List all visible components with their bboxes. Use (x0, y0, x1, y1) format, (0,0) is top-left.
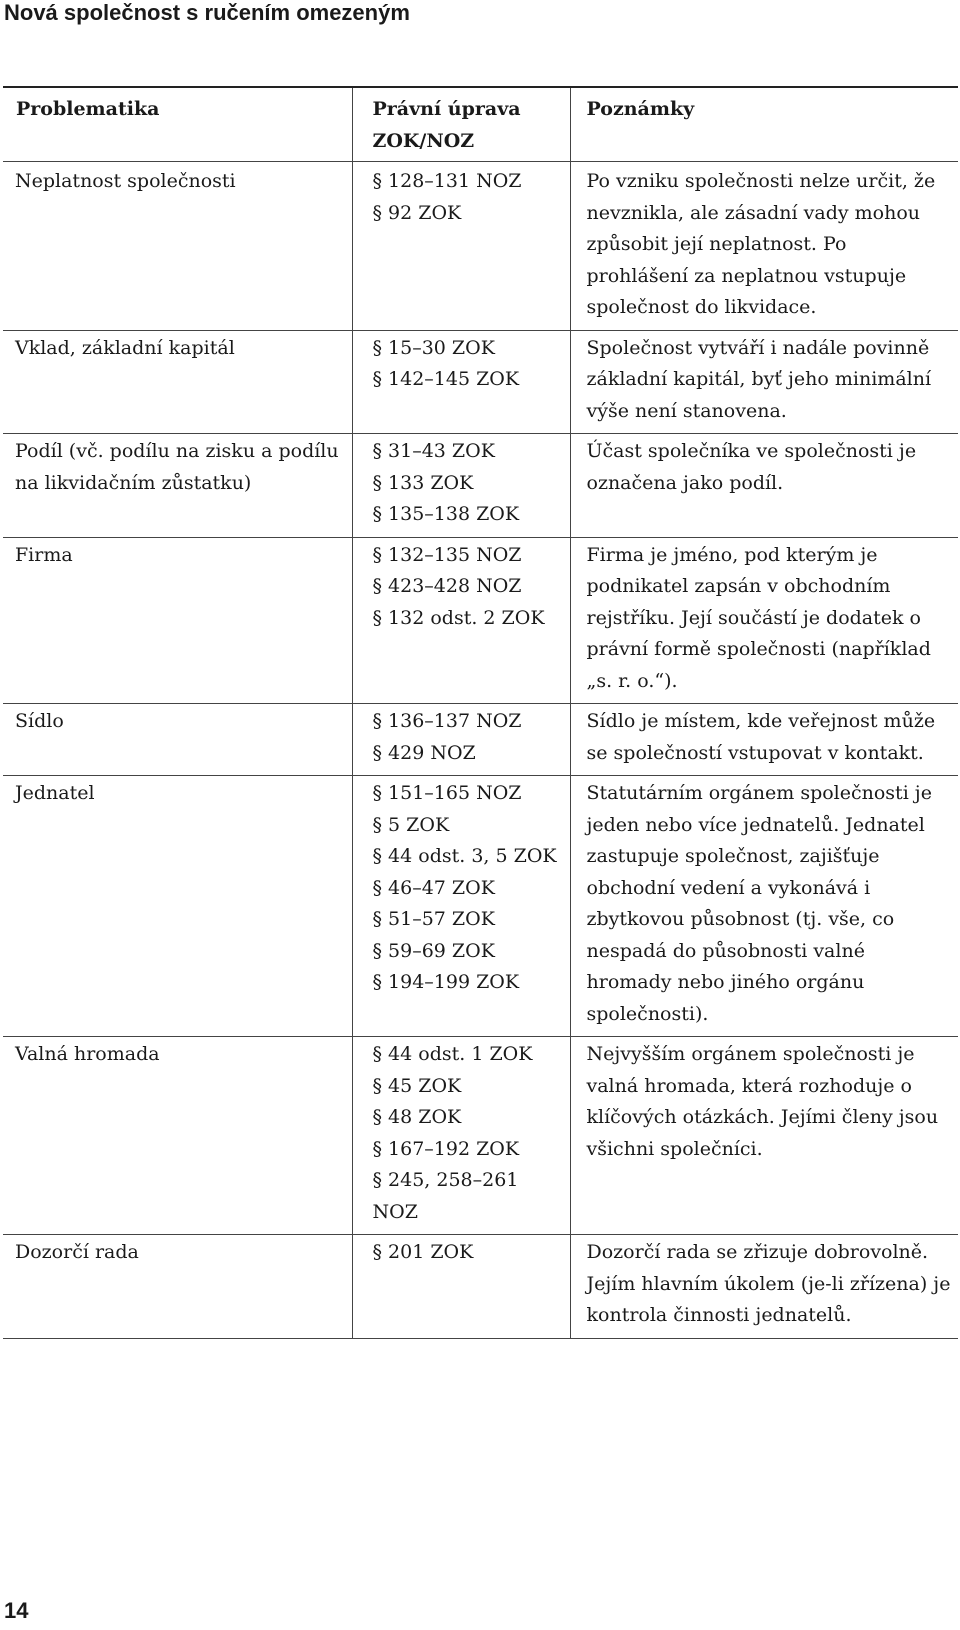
row-note: Po vzniku společnosti nelze určit, že nevznikla, ale zásadní vady mohou způsobit její neplatnost. Po prohlášení za neplatnou vstupuje společnost do likvidace. (570, 162, 958, 331)
legal-reference: § 48 ZOK (372, 1106, 462, 1128)
row-topic: Sídlo (15, 710, 64, 732)
legal-reference: § 151–165 NOZ (372, 782, 522, 804)
table-row (3, 1235, 958, 1339)
legal-reference: § 167–192 ZOK (372, 1137, 520, 1160)
table-row (3, 776, 958, 1037)
row-legal-references (352, 330, 570, 434)
row-legal-references (352, 1235, 570, 1339)
row-note: Sídlo je místem, kde veřejnost může se společností vstupovat v kontakt. (570, 704, 958, 776)
row-note: Účast společníka ve společnosti je označena jako podíl. (570, 434, 958, 538)
legal-reference: § 15–30 ZOK (372, 336, 495, 359)
legal-reference: § 201 ZOK (372, 1241, 474, 1263)
row-legal-references (352, 1037, 570, 1235)
row-legal-references (352, 434, 570, 538)
page-number: 14 (4, 1598, 29, 1623)
legal-reference: § 423–428 NOZ (372, 575, 522, 597)
row-topic: Dozorčí rada (15, 1241, 139, 1263)
column-header-problematika: Problematika (16, 98, 160, 120)
legal-reference: § 132 odst. 2 ZOK (372, 606, 545, 629)
legal-reference: § 128–131 NOZ (372, 170, 522, 192)
legal-reference: § 132–135 NOZ (372, 543, 522, 566)
table-row (3, 704, 958, 776)
row-topic: Vklad, základní kapitál (15, 336, 235, 359)
row-legal-references (352, 162, 570, 331)
row-topic: Firma (15, 543, 73, 566)
table-row (3, 1037, 958, 1235)
legal-reference: § 133 ZOK (372, 471, 474, 494)
table-row (3, 162, 958, 331)
legal-reference: § 135–138 ZOK (372, 503, 520, 525)
row-topic: Valná hromada (15, 1043, 160, 1065)
row-topic: Jednatel (15, 782, 95, 804)
legal-reference: § 5 ZOK (372, 813, 450, 836)
legal-reference: § 59–69 ZOK (372, 939, 495, 962)
row-legal-references (352, 537, 570, 704)
legal-reference: § 194–199 ZOK (372, 971, 520, 993)
row-note: Dozorčí rada se zřizuje dobrovolně. Jejím hlavním úkolem (je-li zřízena) je kontrola činnosti jednatelů. (570, 1235, 958, 1339)
column-header-pravni-uprava: Právní úprava ZOK/NOZ (372, 98, 521, 152)
legal-reference: § 245, 258–261 NOZ (372, 1169, 519, 1223)
row-legal-references (352, 776, 570, 1037)
row-legal-references (352, 704, 570, 776)
table-row (3, 537, 958, 704)
table-row (3, 434, 958, 538)
legal-reference: § 429 NOZ (372, 741, 476, 764)
legal-reference: § 44 odst. 1 ZOK (372, 1043, 533, 1065)
row-note: Firma je jméno, pod kterým je podnikatel zapsán v obchodním rejstříku. Její součástí je dodatek o právní formě společnosti (například „s. r. o.“). (570, 537, 958, 704)
row-note: Statutárním orgánem společnosti je jeden nebo více jednatelů. Jednatel zastupuje společnost, zajišťuje obchodní vedení a vykonává i zbytkovou působnost (tj. vše, co nespadá do působnosti valné hromady nebo jiného orgánu společnosti). (570, 776, 958, 1037)
table-row (3, 330, 958, 434)
legal-reference: § 31–43 ZOK (372, 440, 495, 462)
column-header-poznamky: Poznámky (586, 98, 695, 120)
legal-reference: § 51–57 ZOK (372, 908, 495, 930)
legal-reference: § 92 ZOK (372, 201, 462, 224)
legal-reference: § 136–137 NOZ (372, 710, 522, 732)
row-topic: Neplatnost společnosti (15, 170, 236, 192)
legal-reference: § 45 ZOK (372, 1074, 462, 1097)
row-note: Nejvyšším orgánem společnosti je valná hromada, která rozhoduje o klíčových otázkách. Jejími členy jsou všichni společníci. (570, 1037, 958, 1235)
law-table (3, 86, 958, 1339)
legal-reference: § 142–145 ZOK (372, 368, 520, 390)
row-note: Společnost vytváří i nadále povinně základní kapitál, byť jeho minimální výše není stanovena. (570, 330, 958, 434)
row-topic: Podíl (vč. podílu na zisku a podílu na likvidačním zůstatku) (15, 440, 339, 494)
table-header-row (3, 87, 958, 162)
legal-reference: § 46–47 ZOK (372, 876, 495, 899)
page-header-title: Nová společnost s ručením omezeným (4, 0, 410, 25)
legal-reference: § 44 odst. 3, 5 ZOK (372, 845, 557, 867)
